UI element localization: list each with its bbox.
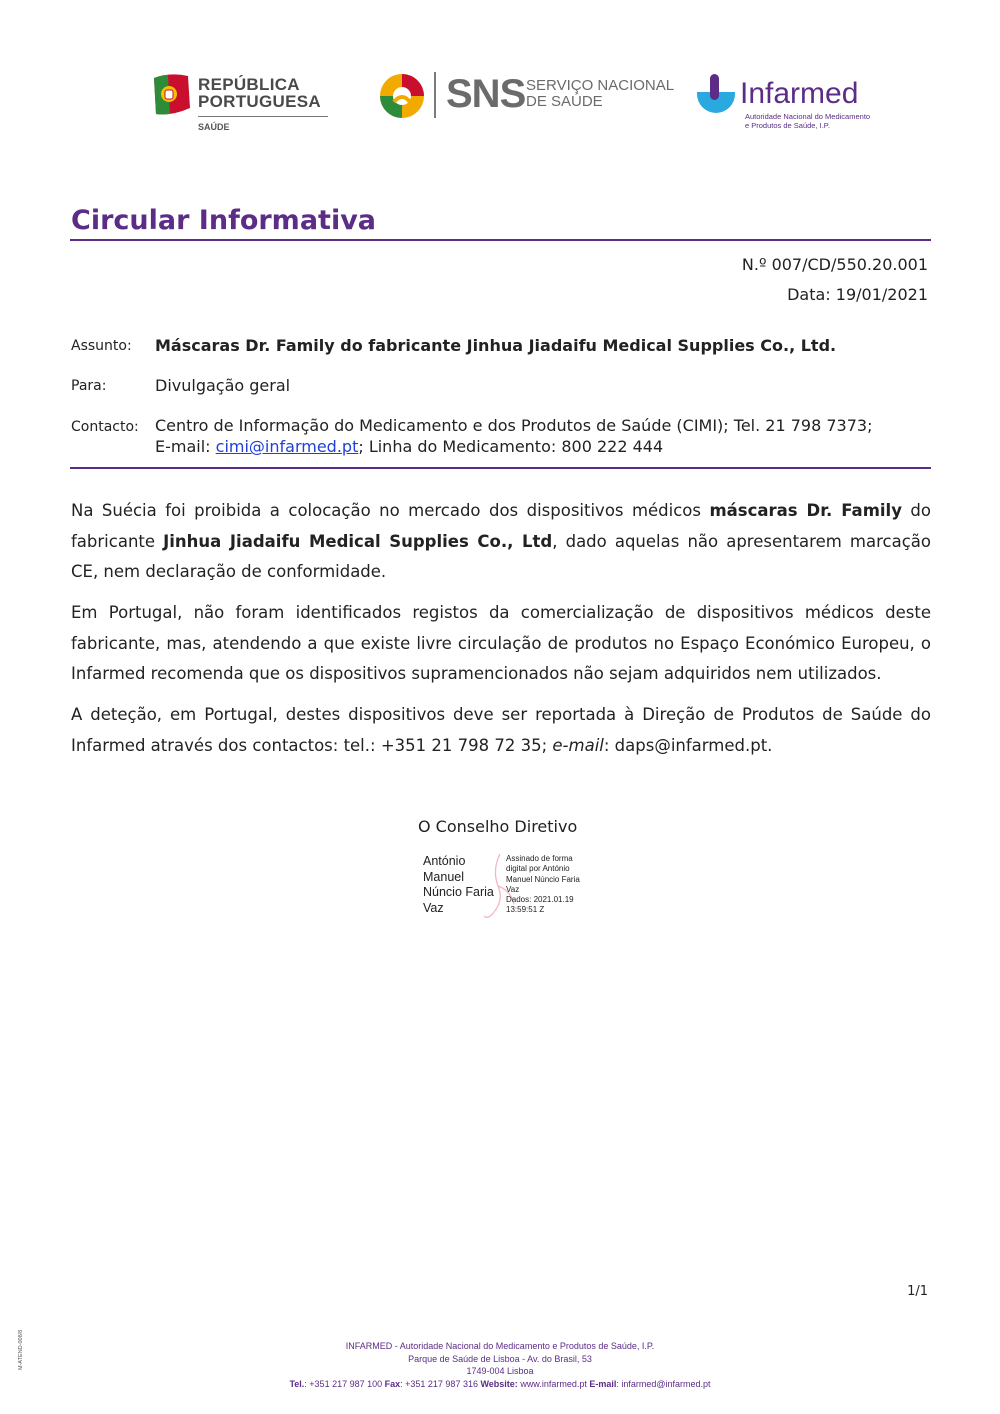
- p3-email: : daps@infarmed.pt.: [603, 735, 773, 755]
- republica-portuguesa-text: [198, 76, 321, 110]
- infarmed-subtitle: [745, 112, 870, 130]
- footer-mail-value: : infarmed@infarmed.pt: [616, 1378, 711, 1389]
- para-value: Divulgação geral: [155, 376, 291, 395]
- p3-email-label: e-mail: [552, 735, 604, 755]
- sns-full-name: [526, 78, 674, 110]
- conselho-diretivo: O Conselho Diretivo: [418, 817, 578, 836]
- signature-info-line: Dados: 2021.01.19: [506, 895, 574, 905]
- signer-name-line: Núncio Faria: [423, 885, 494, 899]
- cimi-email-link[interactable]: cimi@infarmed.pt: [215, 437, 359, 456]
- para-label: Para:: [71, 378, 107, 394]
- signature-info: [506, 854, 580, 916]
- signature-info-line: Vaz: [506, 884, 520, 894]
- sns-divider: [434, 72, 436, 118]
- footer-web-value: www.infarmed.pt: [517, 1378, 590, 1389]
- footer-contacts: [0, 1378, 1000, 1391]
- infarmed-logo: [695, 72, 737, 118]
- p1-product-name: máscaras Dr. Family: [709, 501, 902, 520]
- p1-text-c: do fabricante: [71, 501, 931, 551]
- infarmed-sub-line1: Autoridade Nacional do Medicamento: [745, 112, 871, 121]
- footer-line3: 1749-004 Lisboa: [466, 1366, 534, 1376]
- footer-web-label: Website:: [480, 1378, 518, 1389]
- signature-info-line: 13:59:51 Z: [506, 905, 545, 915]
- paragraph-2: Em Portugal, não foram identificados registos da comercialização de dispositivos médicos deste fabricante, mas, atendendo a que existe livre circulação de produtos no Espaço Económico Europeu, o Infarmed recomenda que os dispositivos supramencionados não sejam adquiridos nem utilizados.: [71, 603, 931, 683]
- footer: [0, 1340, 1000, 1390]
- sns-line2: DE SAÚDE: [526, 93, 603, 110]
- footer-fax-label: Fax: [384, 1378, 401, 1389]
- page-number: 1/1: [907, 1284, 928, 1299]
- paragraph-3: [71, 700, 931, 761]
- rp-line1: REPÚBLICA: [198, 75, 300, 94]
- rp-subtitle: SAÚDE: [198, 122, 230, 132]
- infarmed-emblem-icon: [695, 72, 737, 118]
- assunto-value: Máscaras Dr. Family do fabricante Jinhua Jiadaifu Medical Supplies Co., Ltd.: [155, 336, 837, 355]
- p3-text-a: A deteção, em Portugal, destes dispositivos deve ser reportada à Direção de Produtos de Saúde do Infarmed através dos contactos: tel.: +351 21 798 72 35;: [71, 705, 931, 755]
- portugal-flag-icon: [150, 72, 194, 120]
- contacto-line1: Centro de Informação do Medicamento e dos Produtos de Saúde (CIMI); Tel. 21 798 7373;: [155, 416, 873, 435]
- contacto-line2: [155, 437, 663, 456]
- signature-info-line: Manuel Núncio Faria: [506, 874, 580, 884]
- infarmed-sub-line2: e Produtos de Saúde, I.P.: [745, 121, 830, 130]
- footer-tel-label: Tel.: [289, 1378, 305, 1389]
- sns-emblem-icon: [378, 72, 426, 120]
- signature-info-line: Assinado de forma: [506, 854, 573, 863]
- document-number: N.º 007/CD/550.20.001: [741, 255, 928, 274]
- p1-text-e: , dado aquelas não apresentarem marcação CE, nem declaração de conformidade.: [71, 531, 931, 581]
- linha-medicamento: ; Linha do Medicamento: 800 222 444: [358, 437, 664, 456]
- footer-tel-value: : +351 217 987 100: [304, 1378, 385, 1389]
- assunto-label: Assunto:: [71, 338, 132, 354]
- footer-line1: INFARMED - Autoridade Nacional do Medicamento e Produtos de Saúde, I.P.: [345, 1341, 655, 1351]
- meta-divider: [70, 467, 931, 469]
- republica-portuguesa-logo: [150, 72, 194, 120]
- p1-manufacturer: Jinhua Jiadaifu Medical Supplies Co., Ltd: [163, 531, 553, 551]
- footer-line2: Parque de Saúde de Lisboa - Av. do Brasil, 53: [408, 1353, 592, 1364]
- p1-text-a: Na Suécia foi proibida a colocação no mercado dos dispositivos médicos: [71, 501, 710, 520]
- footer-mail-label: E-mail: [589, 1378, 617, 1389]
- signature-info-line: digital por António: [506, 864, 570, 874]
- sns-abbreviation: SNS: [446, 72, 526, 116]
- signer-name-line: Manuel: [423, 869, 464, 884]
- signer-name-line: António: [423, 854, 466, 868]
- sns-logo: [378, 72, 426, 120]
- document-title: Circular Informativa: [71, 205, 377, 236]
- infarmed-wordmark: Infarmed: [740, 77, 859, 110]
- title-divider: [70, 239, 931, 241]
- paragraph-1: [71, 496, 931, 588]
- email-prefix: E-mail:: [155, 437, 216, 456]
- contacto-label: Contacto:: [71, 419, 139, 435]
- form-code: M-ATEND-008/8: [18, 1329, 24, 1370]
- signer-name-line: Vaz: [423, 900, 444, 915]
- footer-fax-value: : +351 217 987 316: [400, 1378, 481, 1389]
- rp-divider: [198, 116, 328, 117]
- document-date: Data: 19/01/2021: [787, 285, 928, 304]
- sns-line1: SERVIÇO NACIONAL: [526, 77, 675, 94]
- rp-line2: PORTUGUESA: [198, 92, 321, 111]
